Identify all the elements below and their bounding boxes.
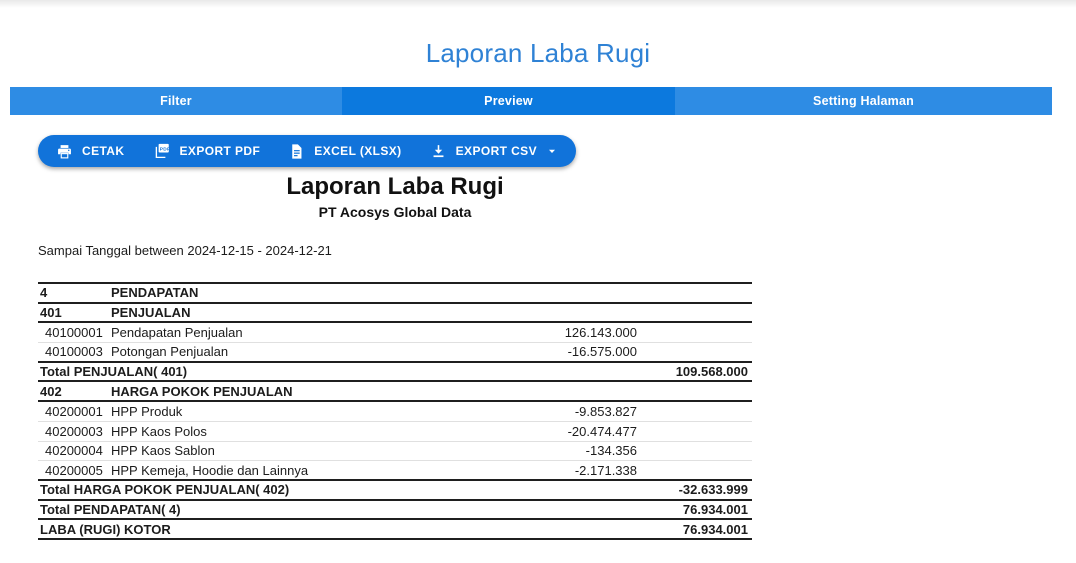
row-amount: -134.356 [585,443,637,459]
pdf-file-icon [153,142,171,160]
export-pdf-button[interactable] [151,142,263,160]
table-row [38,520,752,540]
export-csv-button[interactable] [428,143,560,160]
row-total-label: Total HARGA POKOK PENJUALAN( 402) [40,482,290,498]
row-account-name: PENDAPATAN [111,285,199,301]
table-row [38,284,752,304]
row-total-value: 76.934.001 [682,521,748,537]
row-account-code: 4 [40,285,48,301]
download-icon [430,143,447,160]
tab-setting-halaman-label: Setting Halaman [813,94,914,108]
table-row [38,343,752,363]
report-preview [38,173,752,540]
row-total-value: -32.633.999 [678,482,748,498]
tab-bar [10,87,1052,115]
table-row [38,304,752,324]
tab-preview[interactable] [342,87,675,115]
table-row [38,382,752,402]
page-title: Laporan Laba Rugi [425,38,651,68]
report-company-name: PT Acosys Global Data [318,204,472,220]
row-account-name: Potongan Penjualan [111,344,229,360]
row-amount: 126.143.000 [564,325,637,341]
excel-xlsx-button[interactable] [286,143,403,160]
table-row [38,422,752,442]
row-account-code: 40200003 [45,423,103,439]
row-total-value: 109.568.000 [675,364,748,380]
report-table [38,282,752,540]
row-account-name: HPP Kaos Polos [111,423,207,439]
table-row [38,461,752,481]
export-csv-label: EXPORT CSV [455,144,537,158]
row-account-code: 40100003 [45,344,103,360]
row-amount: -20.474.477 [567,423,637,439]
export-toolbar [38,135,576,167]
row-amount: -16.575.000 [567,344,637,360]
tab-filter[interactable] [10,87,342,115]
row-total-label: LABA (RUGI) KOTOR [40,521,171,537]
row-account-code: 40200005 [45,462,103,478]
row-account-code: 401 [40,305,62,321]
cetak-label: CETAK [82,144,125,158]
report-period: Sampai Tanggal between 2024-12-15 - 2024-12-21 [38,243,332,258]
row-total-label: Total PENJUALAN( 401) [40,364,188,380]
row-amount: -2.171.338 [574,462,637,478]
row-amount: -9.853.827 [574,403,637,419]
row-account-name: Pendapatan Penjualan [111,325,243,341]
tab-preview-label: Preview [484,94,533,108]
caret-down-icon [546,145,558,157]
excel-file-icon [288,143,305,160]
row-account-code: 40200001 [45,403,103,419]
table-row [38,442,752,462]
row-account-code: 40200004 [45,443,103,459]
row-total-value: 76.934.001 [682,501,748,517]
page-top-shadow [0,0,1076,8]
table-row [38,481,752,501]
row-account-name: HPP Produk [111,403,183,419]
tab-setting-halaman[interactable] [675,87,1052,115]
row-account-name: HARGA POKOK PENJUALAN [111,383,293,399]
tab-filter-label: Filter [160,94,192,108]
table-row [38,402,752,422]
table-row [38,323,752,343]
svg-text:PDF: PDF [159,147,170,153]
table-row [38,363,752,383]
row-account-code: 402 [40,383,62,399]
row-account-name: HPP Kemeja, Hoodie dan Lainnya [111,462,309,478]
row-account-name: HPP Kaos Sablon [111,443,215,459]
report-title: Laporan Laba Rugi [286,173,504,200]
row-account-name: PENJUALAN [111,305,191,321]
table-row [38,501,752,521]
printer-icon [56,143,73,160]
row-total-label: Total PENDAPATAN( 4) [40,501,181,517]
row-account-code: 40100001 [45,325,103,341]
excel-xlsx-label: EXCEL (XLSX) [314,144,402,158]
export-pdf-label: EXPORT PDF [179,144,261,158]
cetak-button[interactable] [54,143,126,160]
